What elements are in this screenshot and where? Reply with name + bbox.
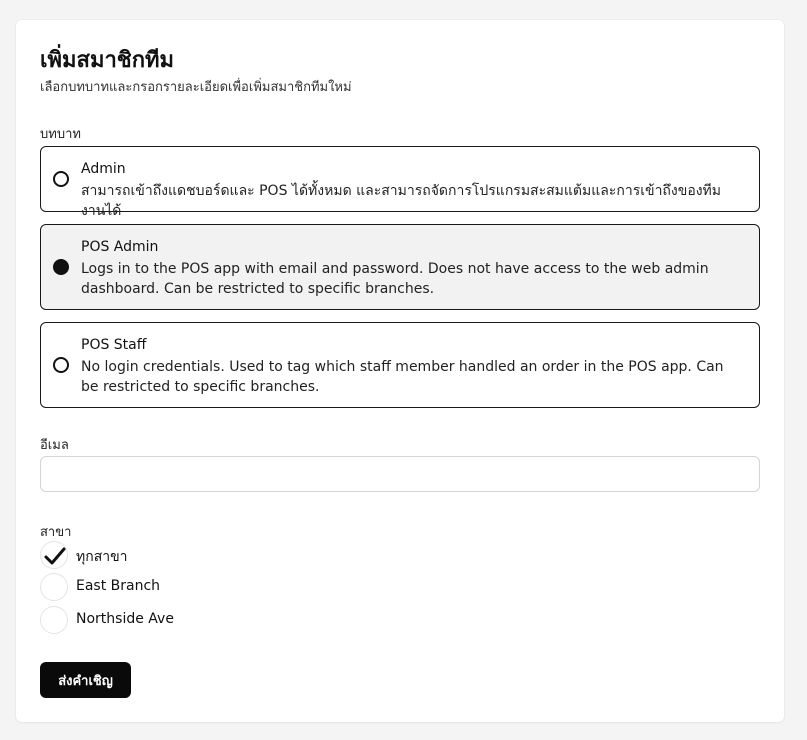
page-subtitle: เลือกบทบาทและกรอกรายละเอียดเพื่อเพิ่มสมาชิกทีมใหม่	[40, 80, 352, 95]
branch-label: สาขา	[40, 525, 72, 540]
role-description: สามารถเข้าถึงแดชบอร์ดและ POS ได้ทั้งหมด และสามารถจัดการโปรแกรมสะสมแต้มและการเข้าถึงของทีมงานได้	[81, 183, 722, 219]
role-description: No login credentials. Used to tag which staff member handled an order in the POS app. Can be restricted to specific branches.	[81, 359, 724, 395]
branch-option-northside[interactable]	[40, 606, 340, 634]
checkbox[interactable]	[40, 606, 68, 634]
branch-option-label: ทุกสาขา	[76, 549, 128, 565]
role-option-pos-staff[interactable]	[40, 322, 760, 408]
add-team-member-card	[16, 20, 784, 722]
checkmark-icon	[44, 546, 66, 566]
radio-selected-icon[interactable]	[53, 259, 69, 275]
role-name: POS Admin	[81, 239, 159, 255]
checkbox[interactable]	[40, 573, 68, 601]
branch-option-all[interactable]	[40, 541, 340, 569]
role-option-admin[interactable]	[40, 146, 760, 219]
branch-option-label: Northside Ave	[76, 611, 174, 627]
role-description: Logs in to the POS app with email and password. Does not have access to the web admin dashboard. Can be restricted to specific branches.	[81, 261, 709, 297]
role-label: บทบาท	[40, 127, 81, 142]
page-title: เพิ่มสมาชิกทีม	[40, 48, 175, 73]
radio-icon[interactable]	[53, 357, 69, 373]
role-option-pos-admin[interactable]	[40, 224, 760, 310]
send-invite-button[interactable]: ส่งคำเชิญ	[40, 662, 131, 698]
radio-icon[interactable]	[53, 171, 69, 187]
branch-option-label: East Branch	[76, 578, 161, 594]
email-field[interactable]	[40, 456, 760, 492]
role-name: Admin	[81, 161, 126, 177]
role-name: POS Staff	[81, 337, 147, 353]
email-label: อีเมล	[40, 438, 69, 453]
branch-option-east[interactable]	[40, 573, 340, 601]
checkbox[interactable]	[40, 541, 68, 569]
